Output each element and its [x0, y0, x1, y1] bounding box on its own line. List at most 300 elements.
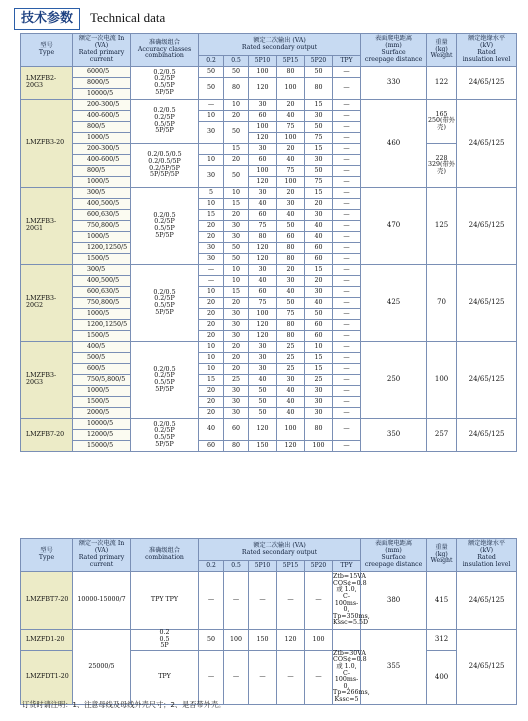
output-cell: 120: [249, 177, 277, 188]
model-cell: LMZFDT1-20: [21, 650, 73, 704]
output-cell: 50: [224, 67, 249, 78]
output-cell: 80: [305, 78, 333, 100]
output-cell: 100: [277, 78, 305, 100]
output-cell: 60: [199, 441, 224, 452]
output-cell: 15: [305, 364, 333, 375]
output-cell: 30: [249, 144, 277, 155]
output-cell: 10: [199, 199, 224, 210]
subcol-5p15: 5P15: [277, 56, 305, 67]
output-cell: 80: [277, 331, 305, 342]
output-cell: 120: [277, 630, 305, 651]
table-row: [21, 265, 517, 276]
weight-cell: 125: [427, 188, 457, 265]
output-cell: 10: [224, 100, 249, 111]
current-cell: 800/5: [73, 122, 131, 133]
subcol-0.2: 0.2: [199, 56, 224, 67]
model-cell: LMZFBT7-20: [21, 572, 73, 630]
output-cell: 20: [224, 298, 249, 309]
output-cell: 15: [199, 375, 224, 386]
output-cell: —: [305, 572, 333, 630]
output-cell: —: [333, 375, 361, 386]
output-cell: 30: [277, 276, 305, 287]
output-cell: 20: [224, 210, 249, 221]
current-cell: 500/5: [73, 353, 131, 364]
output-cell: 120: [249, 133, 277, 144]
output-cell: —: [333, 342, 361, 353]
output-cell: 10: [224, 188, 249, 199]
col-weight: 重量 (kg) Weight: [427, 34, 457, 67]
output-cell: [199, 144, 224, 155]
output-cell: 20: [199, 221, 224, 232]
output-cell: —: [333, 177, 361, 188]
output-cell: 30: [224, 386, 249, 397]
output-cell: 100: [277, 133, 305, 144]
output-cell: 30: [305, 397, 333, 408]
output-cell: 50: [199, 630, 224, 651]
output-cell: 10: [199, 353, 224, 364]
weight-cell: 165 250(带外壳): [427, 100, 457, 144]
output-cell: 10: [224, 276, 249, 287]
accuracy-cell: 0.2 0.5 5P: [131, 630, 199, 651]
output-cell: 100: [249, 166, 277, 177]
output-cell: 25: [305, 375, 333, 386]
output-cell: 30: [249, 100, 277, 111]
current-cell: 1200,1250/5: [73, 320, 131, 331]
output-cell: —: [333, 210, 361, 221]
table-row: [21, 188, 517, 199]
output-cell: 50: [224, 254, 249, 265]
output-cell: 150: [249, 441, 277, 452]
output-cell: 30: [249, 353, 277, 364]
current-cell: 8000/5: [73, 78, 131, 89]
output-cell: 30: [224, 232, 249, 243]
output-cell: 30: [305, 287, 333, 298]
output-cell: 10: [199, 287, 224, 298]
output-cell: 40: [277, 386, 305, 397]
output-cell: —: [333, 100, 361, 111]
output-cell: 100: [224, 630, 249, 651]
output-cell: 80: [277, 254, 305, 265]
creepage-cell: 470: [361, 188, 427, 265]
output-cell: 100: [249, 309, 277, 320]
output-cell: 40: [277, 397, 305, 408]
output-cell: 80: [305, 419, 333, 441]
output-cell: 50: [249, 386, 277, 397]
current-cell: 1500/5: [73, 397, 131, 408]
weight-cell: 257: [427, 419, 457, 452]
technical-data-table: [20, 33, 517, 452]
current-cell: 400-600/5: [73, 111, 131, 122]
technical-data-table-2: [20, 538, 517, 705]
output-cell: 40: [277, 210, 305, 221]
output-cell: 30: [199, 122, 224, 144]
col-current: 额定一次电流 In (VA) Rated primary current: [73, 34, 131, 67]
output-cell: —: [333, 133, 361, 144]
output-cell: 15: [199, 210, 224, 221]
output-cell: —: [333, 276, 361, 287]
current-cell: 800/5: [73, 166, 131, 177]
col-accuracy: 准确级组合 Accuracy classes combination: [131, 34, 199, 67]
output-cell: 50: [224, 166, 249, 188]
current-cell: 400/5: [73, 342, 131, 353]
output-cell: 30: [305, 210, 333, 221]
output-cell: 30: [224, 408, 249, 419]
output-cell: —: [333, 298, 361, 309]
output-cell: 60: [249, 155, 277, 166]
current-cell: 200-300/5: [73, 144, 131, 155]
output-cell: 60: [305, 320, 333, 331]
output-cell: 75: [249, 221, 277, 232]
current-cell: 750,800/5: [73, 221, 131, 232]
output-cell: 75: [277, 309, 305, 320]
current-cell: 15000/5: [73, 441, 131, 452]
output-cell: 80: [249, 232, 277, 243]
insulation-cell: 24/65/125: [457, 630, 517, 705]
output-cell: 60: [305, 331, 333, 342]
current-cell: 1000/5: [73, 232, 131, 243]
output-cell: 40: [199, 419, 224, 441]
output-cell: 30: [249, 342, 277, 353]
accuracy-cell: TPY TPY: [131, 572, 199, 630]
output-cell: 80: [277, 67, 305, 78]
output-cell: 20: [277, 188, 305, 199]
accuracy-cell: 0.2/0.5 0.2/5P 0.5/5P 5P/5P: [131, 419, 199, 452]
col-output: 额定二次输出 (VA) Rated secondary output: [199, 539, 361, 561]
output-cell: 120: [277, 441, 305, 452]
output-cell: 20: [277, 100, 305, 111]
accuracy-cell: 0.2/0.5 0.2/5P 0.5/5P 5P/5P: [131, 67, 199, 100]
output-cell: 30: [249, 188, 277, 199]
insulation-cell: 24/65/125: [457, 67, 517, 100]
output-cell: 75: [305, 177, 333, 188]
current-cell: 6000/5: [73, 67, 131, 78]
output-cell: 20: [199, 298, 224, 309]
col-insulation: 额定绝缘水平 (kV) Rated insulation level: [457, 34, 517, 67]
current-cell: 750/5,800/5: [73, 375, 131, 386]
current-cell: 1000/5: [73, 177, 131, 188]
output-cell: 50: [305, 166, 333, 177]
current-cell: 1200,1250/5: [73, 243, 131, 254]
model-cell: LMZFB2-20G3: [21, 67, 73, 100]
output-cell: 50: [249, 408, 277, 419]
output-cell: 40: [277, 111, 305, 122]
output-cell: —: [333, 419, 361, 441]
model-cell: LMZFD1-20: [21, 630, 73, 651]
current-cell: 600/5: [73, 364, 131, 375]
current-cell: 1000/5: [73, 309, 131, 320]
model-cell: LMZFB3-20G3: [21, 342, 73, 419]
output-cell: 50: [199, 78, 224, 100]
output-cell: —: [199, 265, 224, 276]
output-cell: 20: [224, 342, 249, 353]
weight-cell: 228 329(带外壳): [427, 144, 457, 188]
output-cell: 10: [305, 342, 333, 353]
output-cell: 20: [199, 320, 224, 331]
output-cell: 60: [305, 243, 333, 254]
output-cell: 20: [199, 386, 224, 397]
subcol-0.5: 0.5: [224, 561, 249, 572]
output-cell: 30: [305, 386, 333, 397]
output-cell: 10: [199, 342, 224, 353]
accuracy-cell: 0.2/0.5 0.2/5P 0.5/5P 5P/5P: [131, 188, 199, 265]
output-cell: 15: [224, 144, 249, 155]
output-cell: 30: [249, 364, 277, 375]
table-row: [21, 144, 517, 155]
insulation-cell: 24/65/125: [457, 419, 517, 452]
output-cell: 15: [305, 100, 333, 111]
output-cell: —: [249, 650, 277, 704]
output-cell: —: [333, 243, 361, 254]
current-cell: 2000/5: [73, 408, 131, 419]
output-cell: 25: [277, 364, 305, 375]
subcol-5p10: 5P10: [249, 56, 277, 67]
model-cell: LMZFB3-20G2: [21, 265, 73, 342]
subcol-0.5: 0.5: [224, 56, 249, 67]
insulation-cell: 24/65/125: [457, 572, 517, 630]
current-cell: 300/5: [73, 265, 131, 276]
col-current: 额定一次电流 In (VA) Rated primary current: [73, 539, 131, 572]
output-cell: 40: [249, 276, 277, 287]
output-cell: 30: [305, 408, 333, 419]
output-cell: 25: [224, 375, 249, 386]
output-cell: —: [333, 221, 361, 232]
output-cell: 20: [224, 155, 249, 166]
title-cn: 技术参数: [14, 8, 80, 30]
current-cell: 25000/5: [73, 630, 131, 705]
output-cell: 25: [277, 342, 305, 353]
output-cell: 50: [305, 309, 333, 320]
output-cell: 60: [224, 419, 249, 441]
tpy-cell: [333, 630, 361, 651]
accuracy-cell: 0.2/0.5 0.2/5P 0.5/5P 5P/5P: [131, 342, 199, 419]
output-cell: 15: [305, 188, 333, 199]
title-en: Technical data: [90, 10, 166, 25]
output-cell: —: [199, 572, 224, 630]
subcol-tpy: TPY: [333, 56, 361, 67]
output-cell: 30: [277, 199, 305, 210]
output-cell: —: [333, 155, 361, 166]
insulation-cell: 24/65/125: [457, 265, 517, 342]
output-cell: 30: [224, 221, 249, 232]
output-cell: 20: [199, 331, 224, 342]
output-cell: 30: [199, 243, 224, 254]
table-row: [21, 100, 517, 111]
output-cell: 30: [305, 111, 333, 122]
output-cell: 50: [305, 122, 333, 133]
table-row: [21, 572, 517, 630]
output-cell: —: [333, 122, 361, 133]
output-cell: —: [333, 199, 361, 210]
output-cell: 80: [277, 243, 305, 254]
creepage-cell: 330: [361, 67, 427, 100]
output-cell: 30: [305, 155, 333, 166]
current-cell: 12000/5: [73, 430, 131, 441]
output-cell: —: [333, 78, 361, 100]
current-cell: 1000/5: [73, 133, 131, 144]
accuracy-cell: TPY: [131, 650, 199, 704]
accuracy-cell: 0.2/0.5/0.5 0.2/0.5/5P 0.2/5P/5P 5P/5P/5P: [131, 144, 199, 188]
output-cell: —: [333, 386, 361, 397]
current-cell: 200-300/5: [73, 100, 131, 111]
weight-cell: 122: [427, 67, 457, 100]
weight-cell: 400: [427, 650, 457, 704]
output-cell: 15: [305, 353, 333, 364]
col-insulation: 额定绝缘水平 (kV) Rated insulation level: [457, 539, 517, 572]
current-cell: 10000-15000/7: [73, 572, 131, 630]
output-cell: 20: [305, 276, 333, 287]
output-cell: 10: [199, 111, 224, 122]
col-creepage: 表面爬电距离 (mm) Surface creepage distance: [361, 34, 427, 67]
output-cell: —: [333, 331, 361, 342]
output-cell: 75: [305, 133, 333, 144]
output-cell: 20: [224, 353, 249, 364]
output-cell: 60: [277, 232, 305, 243]
output-cell: 20: [199, 397, 224, 408]
subcol-tpy: TPY: [333, 561, 361, 572]
output-cell: —: [333, 287, 361, 298]
insulation-cell: 24/65/125: [457, 100, 517, 188]
output-cell: 120: [249, 254, 277, 265]
table-row: [21, 342, 517, 353]
output-cell: 20: [224, 111, 249, 122]
creepage-cell: 350: [361, 419, 427, 452]
subcol-5p10: 5P10: [249, 561, 277, 572]
current-cell: 1000/5: [73, 386, 131, 397]
output-cell: —: [333, 111, 361, 122]
order-note: 订货时请注明：1、注意母线及母线外壳尺寸；2、是否带外壳。: [22, 700, 226, 709]
output-cell: —: [199, 650, 224, 704]
output-cell: 50: [224, 122, 249, 144]
tpy-cell: Ztb=30VA COS¢=0.8 或 1.0, C-100ms-0, Tp=266ms, Kssc=5: [333, 649, 370, 704]
col-type: 型号 Type: [21, 34, 73, 67]
output-cell: 60: [249, 287, 277, 298]
output-cell: 10: [199, 364, 224, 375]
output-cell: 40: [305, 232, 333, 243]
output-cell: —: [305, 650, 333, 704]
output-cell: —: [333, 364, 361, 375]
output-cell: 50: [224, 243, 249, 254]
current-cell: 10000/5: [73, 419, 131, 430]
subcol-0.2: 0.2: [199, 561, 224, 572]
output-cell: 40: [277, 408, 305, 419]
table-row: [21, 67, 517, 78]
output-cell: 40: [305, 221, 333, 232]
output-cell: 120: [249, 419, 277, 441]
creepage-cell: 425: [361, 265, 427, 342]
output-cell: 10: [199, 155, 224, 166]
tpy-cell: Ztb=15VA COS¢=0.8 或 1.0, C-100ms-0, Tp=350ms, Kssc=5.5D: [333, 572, 361, 630]
output-cell: —: [249, 572, 277, 630]
output-cell: —: [333, 408, 361, 419]
output-cell: 20: [199, 232, 224, 243]
subcol-5p20: 5P20: [305, 561, 333, 572]
current-cell: 750,800/5: [73, 298, 131, 309]
output-cell: 120: [249, 320, 277, 331]
output-cell: 50: [305, 67, 333, 78]
output-cell: 80: [224, 78, 249, 100]
output-cell: 100: [305, 441, 333, 452]
output-cell: 75: [249, 298, 277, 309]
output-cell: 50: [249, 397, 277, 408]
accuracy-cell: 0.2/0.5 0.2/5P 0.5/5P 5P/5P: [131, 100, 199, 144]
creepage-cell: 380: [361, 572, 427, 630]
subcol-5p20: 5P20: [305, 56, 333, 67]
weight-cell: 70: [427, 265, 457, 342]
output-cell: 20: [199, 408, 224, 419]
output-cell: 75: [277, 166, 305, 177]
output-cell: —: [224, 650, 249, 704]
current-cell: 400,500/5: [73, 276, 131, 287]
output-cell: —: [333, 309, 361, 320]
output-cell: 100: [277, 177, 305, 188]
output-cell: —: [277, 572, 305, 630]
output-cell: 60: [305, 254, 333, 265]
output-cell: 25: [277, 353, 305, 364]
col-weight: 重量 (kg) Weight: [427, 539, 457, 572]
output-cell: —: [333, 67, 361, 78]
current-cell: 400-600/5: [73, 155, 131, 166]
output-cell: 20: [277, 265, 305, 276]
output-cell: 30: [199, 166, 224, 188]
output-cell: —: [333, 232, 361, 243]
output-cell: 120: [249, 331, 277, 342]
col-output: 额定二次输出 (VA) Rated secondary output: [199, 34, 361, 56]
current-cell: 400,500/5: [73, 199, 131, 210]
subcol-5p15: 5P15: [277, 561, 305, 572]
output-cell: 150: [249, 630, 277, 651]
output-cell: 20: [224, 364, 249, 375]
model-cell: LMZFB3-20G1: [21, 188, 73, 265]
output-cell: 100: [249, 122, 277, 133]
output-cell: —: [333, 144, 361, 155]
output-cell: 100: [277, 419, 305, 441]
output-cell: 100: [305, 630, 333, 651]
output-cell: 30: [224, 320, 249, 331]
current-cell: 600,630/5: [73, 287, 131, 298]
model-cell: LMZFB3-20: [21, 100, 73, 188]
col-creepage: 表面爬电距离 (mm) Surface creepage distance: [361, 539, 427, 572]
output-cell: —: [333, 188, 361, 199]
creepage-cell: 460: [361, 100, 427, 188]
output-cell: 30: [224, 397, 249, 408]
output-cell: —: [333, 166, 361, 177]
output-cell: 80: [224, 441, 249, 452]
output-cell: —: [333, 353, 361, 364]
creepage-cell: 250: [361, 342, 427, 419]
output-cell: 20: [305, 199, 333, 210]
output-cell: 15: [224, 287, 249, 298]
output-cell: 120: [249, 243, 277, 254]
output-cell: 15: [305, 265, 333, 276]
current-cell: 1500/5: [73, 254, 131, 265]
output-cell: 80: [277, 320, 305, 331]
output-cell: 40: [305, 298, 333, 309]
output-cell: 75: [277, 122, 305, 133]
output-cell: 20: [199, 309, 224, 320]
section-header: [12, 6, 412, 30]
table-row: [21, 419, 517, 430]
output-cell: 15: [224, 199, 249, 210]
output-cell: —: [277, 650, 305, 704]
creepage-cell: 355: [361, 630, 427, 705]
model-cell: LMZFB7-20: [21, 419, 73, 452]
output-cell: 40: [249, 375, 277, 386]
weight-cell: 415: [427, 572, 457, 630]
output-cell: 40: [277, 155, 305, 166]
output-cell: 50: [199, 67, 224, 78]
output-cell: 40: [277, 287, 305, 298]
accuracy-cell: 0.2/0.5 0.2/5P 0.5/5P 5P/5P: [131, 265, 199, 342]
